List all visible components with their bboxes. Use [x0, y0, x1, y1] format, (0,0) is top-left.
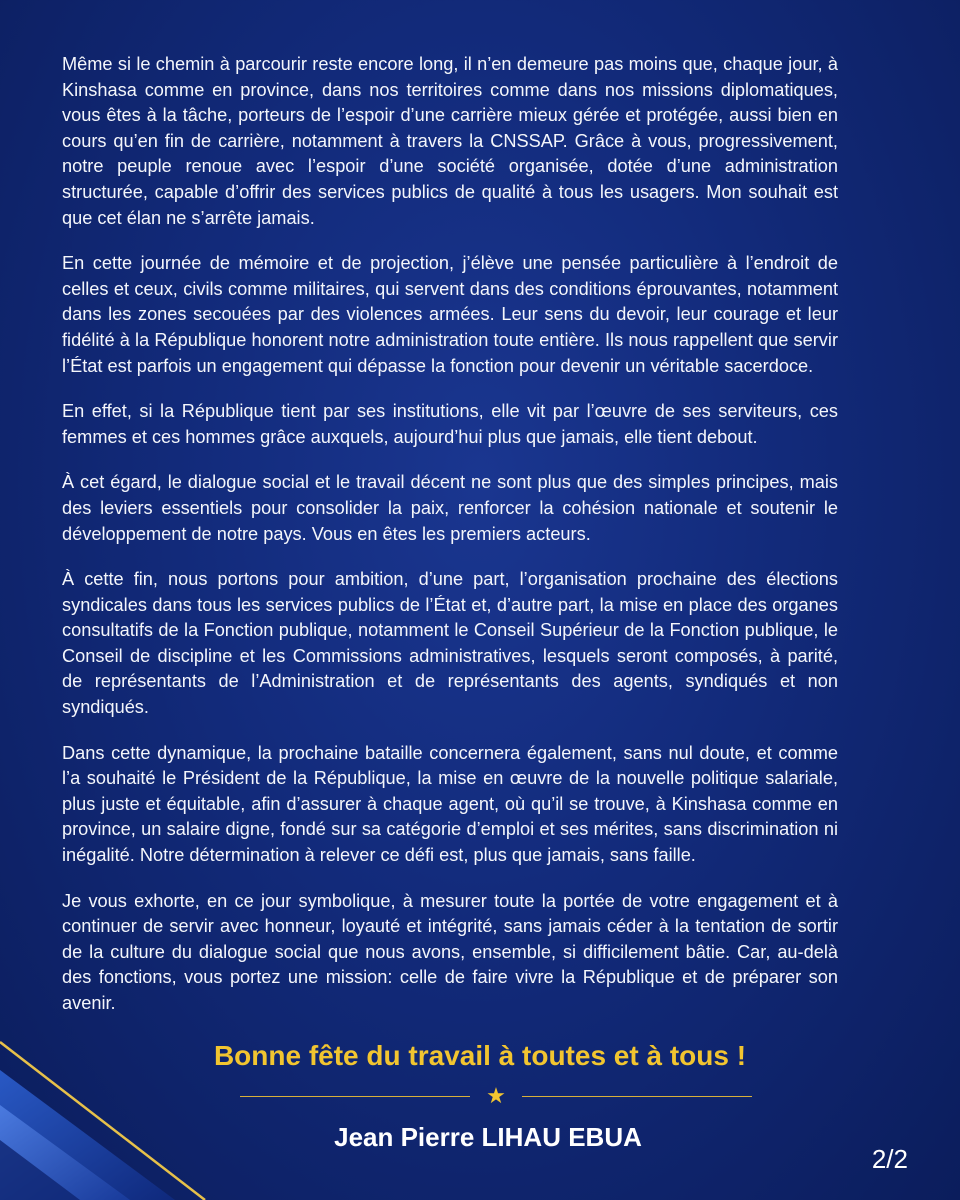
page-number: 2/2 — [871, 1144, 908, 1174]
star-icon: ★ — [486, 1083, 506, 1108]
divider-line-right — [522, 1096, 752, 1097]
letter-body — [62, 52, 838, 1037]
ornamental-divider — [240, 1084, 752, 1108]
divider-line-left — [240, 1096, 470, 1097]
paragraph: Dans cette dynamique, la prochaine bataille concernera également, sans nul doute, et comme l’a souhaité le Président de la République, la mise en œuvre de la nouvelle politique salariale, plus juste et équitable, afin d’assurer à chaque agent, où qu’il se trouve, à Kinshasa comme en province, un salaire digne, fondé sur sa catégorie d’emploi et ses mérites, sans discrimination ni inégalité. Notre détermination à relever ce défi est, plus que jamais, sans faille. — [62, 742, 838, 866]
paragraph: En cette journée de mémoire et de projection, j’élève une pensée particulière à l’endroit de celles et ceux, civils comme militaires, qui servent dans des conditions éprouvantes, notamment dans les zones secouées par des violences armées. Leur sens du devoir, leur courage et leur fidélité à la République honorent notre administration toute entière. Ils nous rappellent que servir l’État est parfois un engagement qui dépasse la fonction pour devenir un véritable sacerdoce. — [62, 253, 838, 376]
paragraph: Même si le chemin à parcourir reste encore long, il n’en demeure pas moins que, chaque jour, à Kinshasa comme en province, dans nos territoires comme dans nos missions diplomatiques, vous êtes à la tâche, porteurs de l’espoir d’une carrière mieux gérée et protégée, aussi bien en cours qu’en fin de carrière, notamment à travers la CNSSAP. Grâce à vous, progressivement, notre peuple renoue avec l’espoir d’une société organisée, dotée d’une administration structurée, capable d’offrir des services publics de qualité à tous les usagers. Mon souhait est que cet élan ne s’arrête jamais. — [62, 54, 838, 228]
signature-name: Jean Pierre LIHAU EBUA — [334, 1122, 642, 1152]
closing-greeting: Bonne fête du travail à toutes et à tous ! — [213, 1040, 747, 1071]
paragraph: À cette fin, nous portons pour ambition, d’une part, l’organisation prochaine des élections syndicales dans tous les services publics de l’État et, d’autre part, la mise en place des organes consultatifs de la Fonction publique, notamment le Conseil Supérieur de la Fonction publique, le Conseil de discipline et les Commissions administratives, lesquels seront composés, à parité, de représentants de l’Administration et de représentants des agents, syndiqués et non syndiqués. — [62, 569, 838, 718]
paragraph: En effet, si la République tient par ses institutions, elle vit par l’œuvre de ses serviteurs, ces femmes et ces hommes grâce auxquels, aujourd’hui plus que jamais, elle tient debout. — [62, 401, 838, 447]
paragraph: Je vous exhorte, en ce jour symbolique, à mesurer toute la portée de votre engagement et à continuer de servir avec honneur, loyauté et intégrité, sans jamais céder à la tentation de sortir de la culture du dialogue social que nous avons, ensemble, si difficilement bâtie. Car, au-delà des fonctions, vous portez une mission: celle de faire vivre la République et de préparer son avenir. — [62, 890, 838, 1013]
paragraph: À cet égard, le dialogue social et le travail décent ne sont plus que des simples principes, mais des leviers essentiels pour consolider la paix, renforcer la cohésion nationale et soutenir le développement de notre pays. Vous en êtes les premiers acteurs. — [62, 472, 838, 544]
